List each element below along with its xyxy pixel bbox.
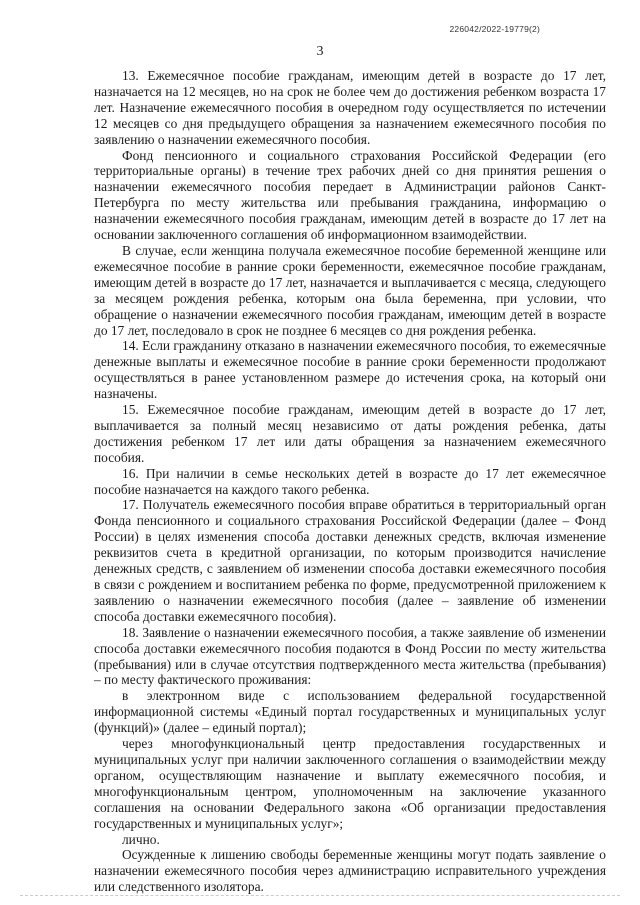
paragraph-16: 16. При наличии в семье нескольких детей в возрасте до 17 лет ежемесячное пособие назначается на каждого такого ребенка. (94, 465, 606, 497)
document-id: 226042/2022-19779(2) (449, 24, 540, 34)
list-item-mfc: через многофункциональный центр предоставления государственных и муниципальных услуг при наличии заключенного соглашения о взаимодействии между органом, осуществляющим назначение и выплату ежемесячного пособия, и многофункциональным центром, уполномоченным на заключение указанного соглашения на основании Федерального закона «Об организации предоставления государственных и муниципальных услуг»; (94, 736, 606, 831)
paragraph-13: 13. Ежемесячное пособие гражданам, имеющим детей в возрасте до 17 лет, назначается на 12 месяцев, но на срок не более чем до достижения ребенком возраста 17 лет. Назначение ежемесячного пособия в очередном году осуществляется по истечении 12 месяцев со дня предыдущего обращения за назначением ежемесячного пособия по заявлению о назначении ежемесячного пособия. (94, 68, 606, 147)
document-body (94, 68, 606, 895)
paragraph-pregnancy-case: В случае, если женщина получала ежемесячное пособие беременной женщине или ежемесячное пособие в ранние сроки беременности, ежемесячное пособие гражданам, имеющим детей в возрасте до 17 лет, назначается и выплачивается с месяца, следующего за месяцем рождения ребенка, которым она была беременна, при условии, что обращение о назначении ежемесячного пособия гражданам, имеющим детей в возрасте до 17 лет, последовало в срок не позднее 6 месяцев со дня рождения ребенка. (94, 242, 606, 338)
list-item-electronic: в электронном виде с использованием федеральной государственной информационной системы «Единый портал государственных и муниципальных услуг (функций)» (далее – единый портал); (94, 688, 606, 736)
list-item-personal: лично. (122, 831, 160, 847)
paragraph-14: 14. Если гражданину отказано в назначении ежемесячного пособия, то ежемесячные денежные выплаты и ежемесячное пособие в ранние сроки беременности продолжают осуществляться в ранее установленном размере до истечения срока, на который они назначены. (94, 338, 606, 402)
paragraph-convicted: Осужденные к лишению свободы беременные женщины могут подать заявление о назначении ежемесячного пособия через администрацию исправительного учреждения или следственного изолятора. (94, 847, 606, 895)
page-number: 3 (316, 44, 324, 59)
scan-edge-line (20, 895, 620, 897)
paragraph-18: 18. Заявление о назначении ежемесячного пособия, а также заявление об изменении способа доставки ежемесячного пособия подаются в Фонд России по месту жительства (пребывания) или в случае отсутствия подтвержденного места жительства (пребывания) – по месту фактического проживания: (94, 624, 606, 688)
paragraph-17: 17. Получатель ежемесячного пособия вправе обратиться в территориальный орган Фонда пенсионного и социального страхования Российской Федерации (далее – Фонд России) в целях изменения способа доставки денежных средств, включая изменение реквизитов счета в кредитной организации, по которым производится начисление денежных средств, с заявлением об изменении способа доставки ежемесячного пособия в связи с рождением и воспитанием ребенка по форме, предусмотренной приложением к заявлению о назначении ежемесячного пособия (далее – заявление об изменении способа доставки ежемесячного пособия). (94, 497, 606, 624)
paragraph-15: 15. Ежемесячное пособие гражданам, имеющим детей в возрасте до 17 лет, выплачивается за полный месяц независимо от даты рождения ребенка, даты достижения ребенком 17 лет или даты обращения за назначением ежемесячного пособия. (94, 402, 606, 465)
paragraph-fund-info: Фонд пенсионного и социального страхования Российской Федерации (его территориальные органы) в течение трех рабочих дней со дня принятия решения о назначении ежемесячного пособия передает в Администрации районов Санкт-Петербурга по месту жительства или пребывания гражданина, информацию о назначении ежемесячного пособия гражданам, имеющим детей в возрасте до 17 лет на основании заключенного соглашения об информационном взаимодействии. (94, 147, 606, 243)
